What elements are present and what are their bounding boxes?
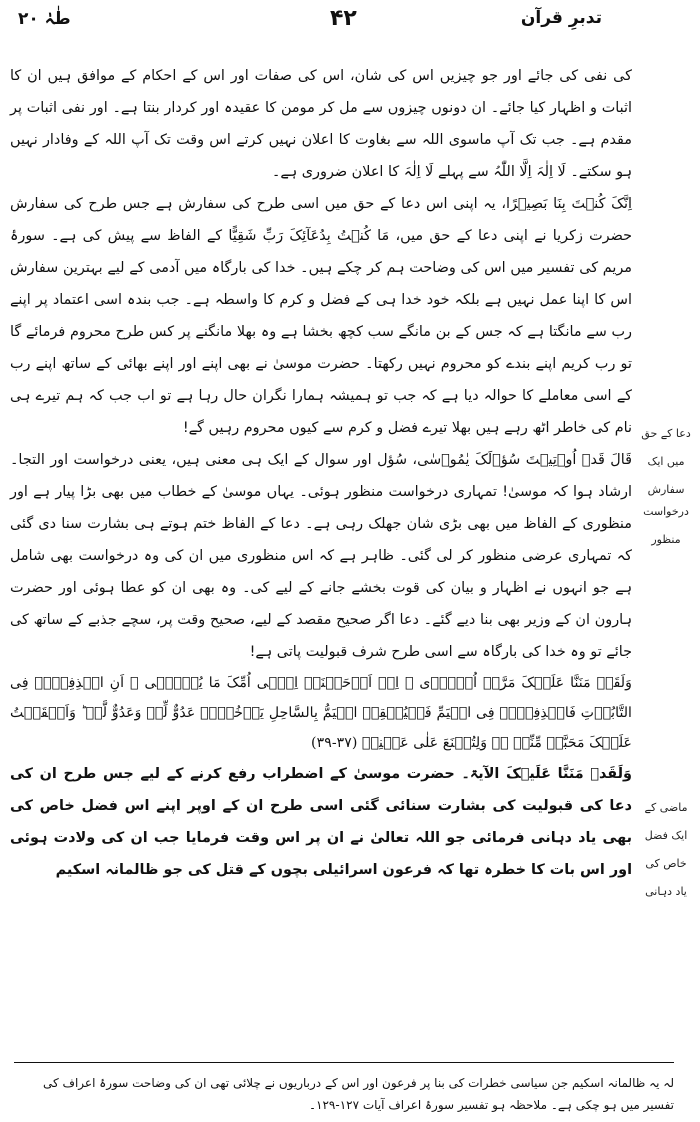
side-note-3: ماضی کے ایک فضل خاص کی یاد دہانی [644, 801, 688, 898]
footnote-divider [14, 1062, 674, 1063]
paragraph-5: وَلَقَدۡ مَنَنَّا عَلَیۡکَ الآیۃ۔ حضرت موسیٰ کے اضطراب رفع کرنے کے لیے جس طرح ان کی دعا کی قبولیت کی بشارت سنائی گئی اسی طرح ان کے اوپر اپنے اس فضل خاص کی بھی یاد دہانی فرمائی جو اللہ تعالیٰ نے ان پر اس وقت فرمایا جب ان کی ولادت ہوئی اور اس بات کا خطرہ تھا کہ فرعون اسرائیلی بچوں کے قتل کی جو ظالمانہ اسکیم [10, 766, 632, 878]
paragraph-2: اِنَّکَ کُنۡتَ بِنَا بَصِیۡرًا، یہ اپنی اس دعا کے حق میں اسی طرح کی سفارش ہے جس طرح کی سفارش حضرت زکریا نے اپنی دعا کے حق میں، مَا کُنۡتُ بِدُعَآئِکَ رَبِّ شَقِیًّا کے الفاظ سے پیش کی ہے۔ سورۂ مریم کی تفسیر میں اس کی وضاحت ہم کر چکے ہیں۔ خدا کی بارگاہ میں آدمی کے لیے بہترین سفارش اس کا اپنا عمل نہیں ہے بلکہ خود خدا ہی کے فضل و کرم کا واسطہ ہے۔ جب بندہ اسی اعتماد پر اپنے رب سے مانگتا ہے کہ جس کے بن مانگے سب کچھ بخشا ہے وہ بھلا مانگنے پر کس طرح محروم فرمائے گا تو رب کریم اپنے بندے کو محروم نہیں رکھتا۔ حضرت موسیٰ نے بھی اپنے اور اپنے بھائی کے ساتھ اپنے رب کے اسی معاملے کا حوالہ دیا ہے کہ جب تو ہمیشہ ہمارا نگران حال رہا ہے تو اب جب کہ ہم تیرے ہی نام کی خاطر اٹھ رہے ہیں بھلا تیرے فضل و کرم سے کیوں محروم رہیں گے! [10, 196, 632, 436]
paragraph-3: قَالَ قَدۡ اُوۡتِیۡتَ سُؤۡلَکَ یٰمُوۡسٰی، سُؤل اور سوال کے ایک ہی معنی ہیں، یعنی درخواست اور التجا۔ ارشاد ہوا کہ موسیٰ! تمہاری درخواست منظور ہوئی۔ یہاں موسیٰ کے خطاب میں بھی بڑا پیار ہے اور منظوری کے الفاظ میں بھی بڑی شان جھلک رہی ہے۔ دعا کے الفاظ ختم ہوتے ہی بشارت سنا دی گئی کہ تمہاری عرضی منظور کر لی گئی۔ ظاہر ہے کہ اس منظوری میں ان کی وہ درخواست بھی شامل ہے جو انہوں نے اظہار و بیان کی قوت بخشے جانے کے لیے کی۔ وہ بھی ان کو عطا ہوئی اور حضرت ہارون ان کے وزیر بھی بنا دیے گئے۔ دعا اگر صحیح مقصد کے لیے، صحیح وقت پر، سچے جذبے کے ساتھ کی جائے تو وہ خدا کی بارگاہ سے اسی طرح شرف قبولیت پاتی ہے! [10, 452, 632, 660]
quran-verse-block: وَلَقَدۡ مَنَنَّا عَلَیۡکَ مَرَّۃً اُخۡرٰۤی ۙ اِذۡ اَوۡحَیۡنَاۤ اِلٰۤی اُمِّکَ مَا یُوۡحٰۤی ۙ اَنِ اقۡذِفِیۡہِ فِی التَّابُوۡتِ فَاقۡذِفِیۡہِ فِی الۡیَمِّ فَلۡیُلۡقِہِ الۡیَمُّ بِالسَّاحِلِ یَاۡخُذۡہُ عَدُوٌّ لِّیۡ وَعَدُوٌّ لَّہٗ ؕ وَاَلۡقَیۡتُ عَلَیۡکَ مَحَبَّۃً مِّنِّیۡ ۬ۚ وَلِتُصۡنَعَ عَلٰی عَیۡنِیۡ (۳۷-۳۹) [10, 675, 632, 751]
side-note-1: دعا کے حق میں ایک سفارش [641, 427, 691, 496]
main-text [10, 60, 632, 886]
footnote: لہ یہ ظالمانہ اسکیم جن سیاسی خطرات کی بنا پر فرعون اور اس کے درباریوں نے چلائی تھی ان کی وضاحت سورۂ اعراف کی تفسیر میں ہو چکی ہے۔ ملاحظہ ہو تفسیر سورۂ اعراف آیات ۱۲۷-۱۲۹۔ [42, 1076, 674, 1112]
surah-label: طٰہٰ ۲۰ [18, 9, 71, 29]
book-title: تدبرِ قرآن [520, 8, 602, 28]
page-number: ۴۲ [330, 6, 357, 31]
paragraph-1: کی نفی کی جائے اور جو چیزیں اس کی شان، اس کی صفات اور اس کے احکام کے موافق ہیں ان کا اثبات و اظہار کیا جائے۔ ان دونوں چیزوں سے مل کر مومن کا عقیدہ اور کردار بنتا ہے۔ اور نفی اثبات پر مقدم ہے۔ جب تک آپ ماسوی اللہ سے بغاوت کا اعلان نہیں کرتے اس وقت تک آپ اللہ کے وفادار نہیں ہو سکتے۔ لَا اِلٰہَ اِلَّا اللّٰہُ سے پہلے لَا اِلٰہَ کا اعلان ضروری ہے۔ [10, 68, 632, 180]
running-header [0, 4, 700, 38]
side-note-2: درخواست منظور [643, 505, 689, 546]
